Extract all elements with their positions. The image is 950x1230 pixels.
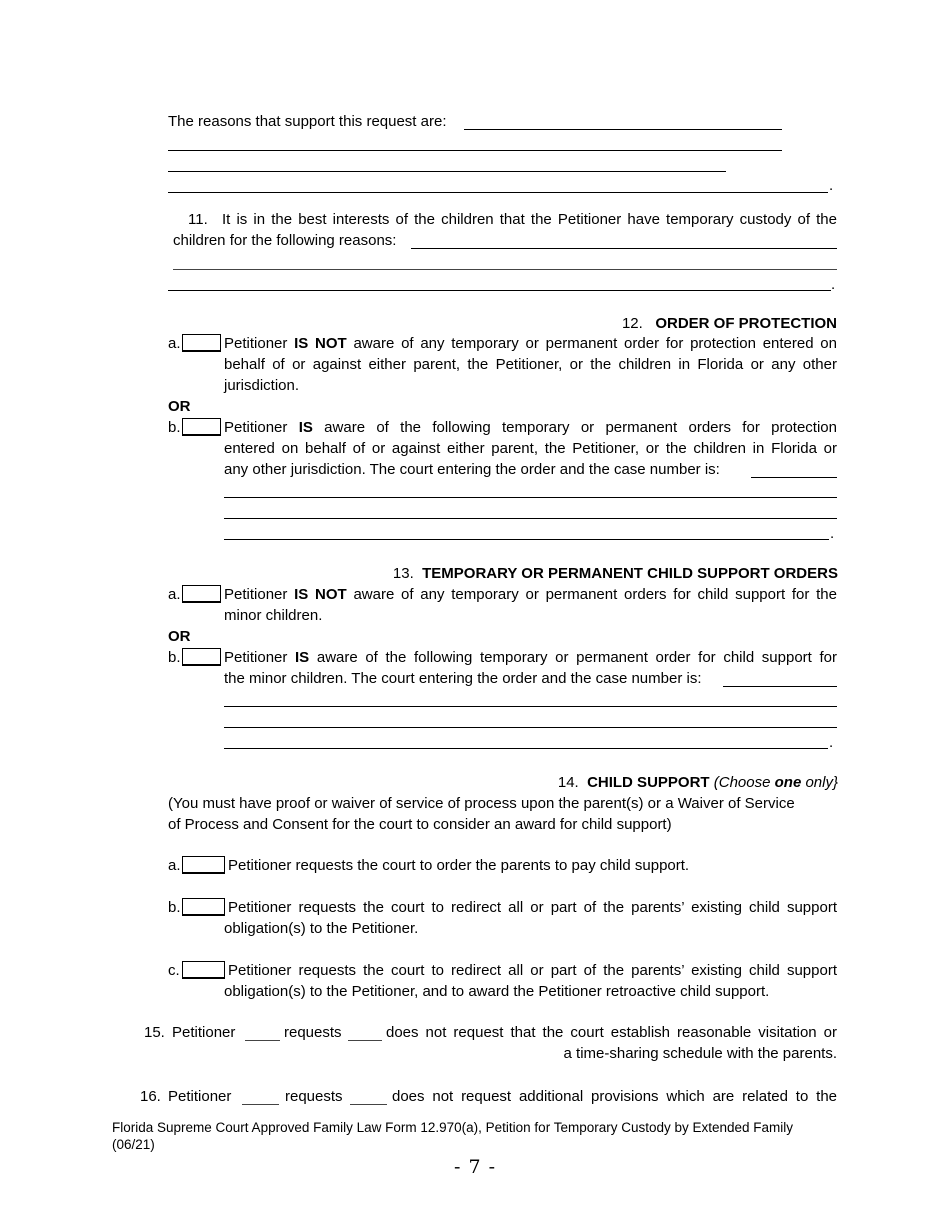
item15-text-line1: does not request that the court establish reasonable visitation or (386, 1024, 837, 1041)
text: aware of the following temporary or permanent order for child support for (309, 649, 837, 666)
text: only} (801, 774, 838, 791)
item12-b-checkbox[interactable] (182, 418, 221, 436)
item12-number: 12. (621, 315, 643, 332)
item13-b-label: b. (168, 649, 181, 666)
item12-b-line3: any other jurisdiction. The court entering the order and the case number is: (224, 461, 720, 478)
period-mark: . (830, 525, 835, 542)
item12-a-line2: behalf of or against either parent, the Petitioner, or the children in Florida or any other (224, 356, 837, 373)
item11-text-line2: children for the following reasons: (173, 232, 397, 249)
item14-c-line1: Petitioner requests the court to redirect all or part of the parents’ existing child support (228, 962, 837, 979)
item14-b-line2: obligation(s) to the Petitioner. (224, 920, 419, 937)
text: aware of any temporary or permanent orders for child support for the (346, 586, 837, 603)
item13-b-line2: the minor children. The court entering the order and the case number is: (224, 670, 702, 687)
reasons-blank-1[interactable] (464, 129, 782, 130)
item12-b-blank-1[interactable] (751, 477, 837, 478)
item14-b-line1: Petitioner requests the court to redirect all or part of the parents’ existing child support (228, 899, 837, 916)
item13-b-blank-4[interactable] (224, 748, 828, 749)
reasons-blank-3[interactable] (168, 171, 726, 172)
item12-b-blank-3[interactable] (224, 518, 837, 519)
item13-or: OR (168, 628, 191, 645)
text: Petitioner (224, 335, 295, 352)
text: aware of any temporary or permanent order for protection entered on (346, 335, 837, 352)
footer-form-line2: (06/21) (112, 1137, 155, 1152)
item12-title: ORDER OF PROTECTION (655, 315, 837, 332)
emphasis: IS NOT (294, 586, 347, 603)
item15-number: 15. (144, 1024, 165, 1041)
item12-a-line3: jurisdiction. (224, 377, 300, 394)
item16-number: 16. (140, 1088, 161, 1105)
footer-form-line1: Florida Supreme Court Approved Family Law Form 12.970(a), Petition for Temporary Custody by Extended Family (112, 1120, 794, 1135)
item16-not-request-blank[interactable] (350, 1104, 387, 1105)
item16-text-line1: does not request additional provisions which are related to the (392, 1088, 837, 1105)
item12-or: OR (168, 398, 191, 415)
item12-b-line1 (224, 418, 837, 438)
item13-b-checkbox[interactable] (182, 648, 221, 666)
item12-heading (622, 314, 837, 334)
emphasis: IS (295, 649, 310, 666)
item13-b-blank-3[interactable] (224, 727, 837, 728)
item13-title: TEMPORARY OR PERMANENT CHILD SUPPORT ORDERS (422, 565, 838, 582)
item14-b-label: b. (168, 899, 181, 916)
item11-blank-1[interactable] (411, 248, 837, 249)
item14-c-checkbox[interactable] (182, 961, 225, 979)
item13-b-line1 (224, 648, 837, 668)
item15-text-line2: a time-sharing schedule with the parents. (563, 1045, 837, 1062)
text: aware of the following temporary or permanent orders for protection (312, 419, 837, 436)
text: Petitioner (224, 649, 296, 666)
item12-b-blank-4[interactable] (224, 539, 829, 540)
item12-a-checkbox[interactable] (182, 334, 221, 352)
emphasis: one (774, 774, 802, 791)
item15-word-requests: requests (284, 1024, 342, 1041)
item14-a-text: Petitioner requests the court to order the parents to pay child support. (228, 857, 690, 874)
item11-blank-3[interactable] (168, 290, 831, 291)
item12-a-line1 (224, 334, 837, 354)
item11-blank-2[interactable] (173, 269, 837, 270)
item16-word-requests: requests (285, 1088, 343, 1105)
item14-intro-line1: (You must have proof or waiver of service of process upon the parent(s) or a Waiver of Service (168, 795, 795, 812)
item14-b-checkbox[interactable] (182, 898, 225, 916)
item13-a-label: a. (168, 586, 181, 603)
text: Petitioner (224, 419, 299, 436)
item13-heading (393, 564, 838, 584)
item14-c-label: c. (168, 962, 180, 979)
item16-requests-blank[interactable] (242, 1104, 279, 1105)
item14-title: CHILD SUPPORT (587, 774, 710, 791)
item14-a-label: a. (168, 857, 181, 874)
item14-a-checkbox[interactable] (182, 856, 225, 874)
item13-a-line2: minor children. (224, 607, 323, 624)
item12-a-label: a. (168, 335, 181, 352)
item12-b-line2: entered on behalf of or against either parent, the Petitioner, or the children in Florida or (224, 440, 837, 457)
item13-a-line1 (224, 585, 837, 605)
item14-intro-line2: of Process and Consent for the court to consider an award for child support) (168, 816, 672, 833)
item11-text-line1: It is in the best interests of the children that the Petitioner have temporary custody of the (222, 211, 837, 228)
item16-word-petitioner: Petitioner (168, 1088, 232, 1105)
emphasis: IS NOT (294, 335, 347, 352)
item13-number: 13. (392, 565, 414, 582)
emphasis: IS (298, 419, 313, 436)
item14-c-line2: obligation(s) to the Petitioner, and to award the Petitioner retroactive child support. (224, 983, 770, 1000)
reasons-blank-4[interactable] (168, 192, 828, 193)
item12-b-label: b. (168, 419, 181, 436)
text: Petitioner (224, 586, 295, 603)
item14-heading (558, 773, 838, 793)
item15-requests-blank[interactable] (245, 1040, 280, 1041)
item14-number: 14. (557, 774, 579, 791)
page-number: - 7 - (453, 1156, 496, 1178)
item14-note (714, 774, 838, 791)
period-mark: . (829, 177, 834, 194)
reasons-blank-2[interactable] (168, 150, 782, 151)
item13-b-blank-1[interactable] (723, 686, 837, 687)
item13-a-checkbox[interactable] (182, 585, 221, 603)
text: (Choose (713, 774, 775, 791)
item13-b-blank-2[interactable] (224, 706, 837, 707)
item15-word-petitioner: Petitioner (172, 1024, 236, 1041)
period-mark: . (831, 276, 836, 293)
item15-not-request-blank[interactable] (348, 1040, 382, 1041)
period-mark: . (829, 734, 834, 751)
item12-b-blank-2[interactable] (224, 497, 837, 498)
reasons-label: The reasons that support this request are: (168, 113, 447, 130)
item11-number: 11. (188, 211, 208, 228)
